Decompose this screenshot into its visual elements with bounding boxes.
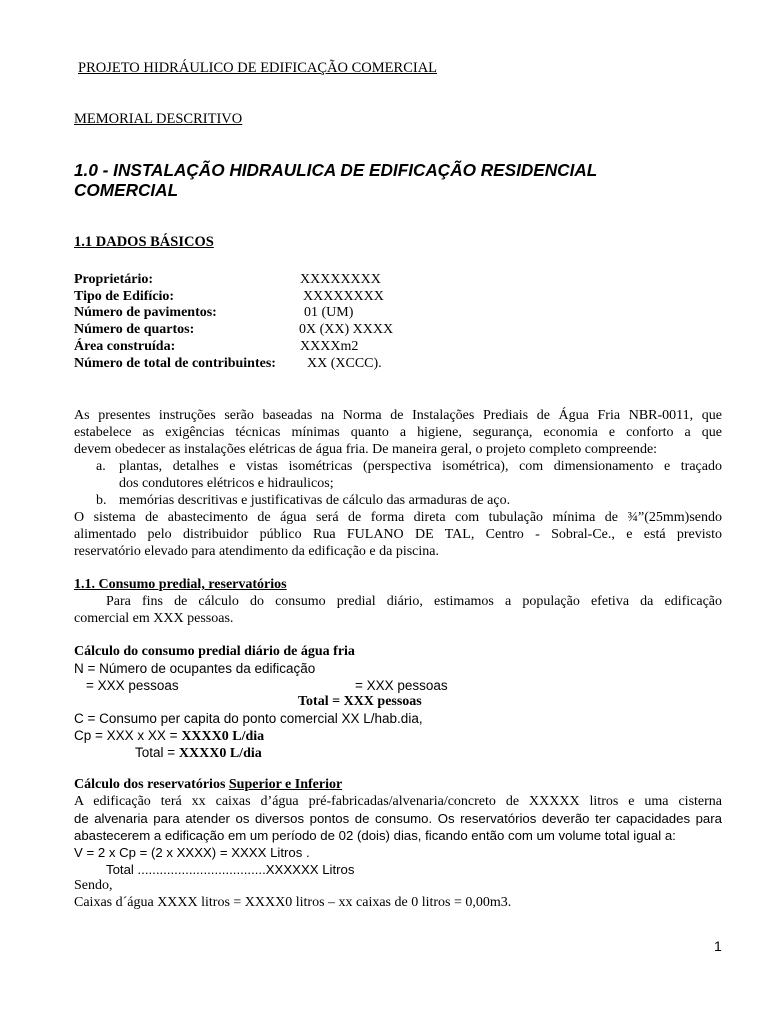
basic-data-value: XXXXXXXX: [300, 272, 381, 287]
volume-total: Total ...................................XXXXXX Litros: [106, 862, 355, 877]
intro-line: devem obedecer as instalações elétricas de água fria. De maneira geral, o projeto completo compreende:: [74, 442, 658, 457]
list-marker-a: a.: [96, 459, 106, 474]
intro-line: estabelece as exigências técnicas mínimas quanto a higiene, segurança, economia e conforto a que: [74, 425, 722, 440]
list-marker-b: b.: [96, 493, 107, 508]
list-item-a: plantas, detalhes e vistas isométricas (perspectiva isométrica), com dimensionamento e traçado: [119, 459, 722, 474]
basic-data-value: 01 (UM): [304, 305, 354, 320]
basic-data-label: Número de total de contribuintes:: [74, 356, 276, 371]
consumo-line: Para fins de cálculo do consumo predial diário, estimamos a população efetiva da edificação: [106, 594, 722, 609]
cp-formula: [74, 727, 264, 745]
section-heading-line1: 1.0 - INSTALAÇÃO HIDRAULICA DE EDIFICAÇÃO RESIDENCIAL: [74, 160, 598, 180]
caixas-line: Caixas d´água XXXX litros = XXXX0 litros – xx caixas de 0 litros = 0,00m3.: [74, 895, 512, 910]
occupants-left: = XXX pessoas: [86, 678, 179, 693]
basic-data-label: Número de quartos:: [74, 322, 195, 337]
cp-formula-prefix: Cp = XXX x XX =: [74, 728, 182, 743]
reservoir-line: de alvenaria para atender os diversos pontos de consumo. Os reservatórios deverão ter capacidades para: [74, 811, 722, 826]
calc-reservoir-heading-underlined: Superior e Inferior: [228, 777, 343, 792]
occupants-right: = XXX pessoas: [355, 678, 448, 693]
list-item-a-cont: dos condutores elétricos e hidraulicos;: [119, 476, 334, 491]
cp-total-prefix: Total =: [135, 745, 179, 760]
calc-reservoir-heading-prefix: Cálculo dos reservatórios: [74, 777, 229, 792]
document-title: PROJETO HIDRÁULICO DE EDIFICAÇÃO COMERCIAL: [78, 60, 438, 76]
occupants-total: Total = XXX pessoas: [298, 694, 422, 709]
calc-reservoir-heading: [74, 776, 342, 793]
supply-line: reservatório elevado para atendimento da edificação e da piscina.: [74, 544, 439, 559]
cp-total-result: XXXX0 L/dia: [178, 746, 262, 761]
consumo-line: comercial em XXX pessoas.: [74, 611, 234, 626]
basic-data-value: XXXXm2: [300, 339, 359, 354]
basic-data-value: XXXXXXXX: [303, 289, 384, 304]
basic-data-label: Tipo de Edifício:: [74, 289, 175, 304]
cp-total: [135, 744, 262, 762]
consumption-definition: C = Consumo per capita do ponto comercial XX L/hab.dia,: [74, 711, 423, 726]
section-heading-line2: COMERCIAL: [74, 180, 179, 200]
list-item-b: memórias descritivas e justificativas de cálculo das armaduras de aço.: [119, 493, 511, 508]
basic-data-value: 0X (XX) XXXX: [299, 322, 394, 337]
consumo-heading: 1.1. Consumo predial, reservatórios: [74, 577, 287, 592]
intro-line: As presentes instruções serão baseadas na Norma de Instalações Prediais de Água Fria NBR-0011, que: [74, 408, 722, 423]
document-subtitle: MEMORIAL DESCRITIVO: [74, 111, 243, 127]
sendo-label: Sendo,: [74, 878, 113, 893]
basic-data-label: Área construída:: [74, 339, 176, 354]
supply-line: O sistema de abastecimento de água será de forma direta com tubulação mínima de ¾”(25mm)sendo: [74, 510, 722, 525]
cp-result: XXXX0 L/dia: [181, 729, 265, 744]
volume-formula: V = 2 x Cp = (2 x XXXX) = XXXX Litros .: [74, 845, 310, 860]
basic-data-label: Proprietário:: [74, 272, 154, 287]
basic-data-value: XX (XCCC).: [307, 356, 382, 371]
calc-consumo-heading: Cálculo do consumo predial diário de água fria: [74, 644, 355, 659]
basic-data-heading: 1.1 DADOS BÁSICOS: [74, 234, 214, 250]
supply-line: alimentado pelo distribuidor público Rua FULANO DE TAL, Centro - Sobral-Ce., e está previsto: [74, 527, 722, 542]
reservoir-line: abastecerem a edificação em um período de 02 (dois) dias, ficando então com um volume total igual a:: [74, 828, 676, 843]
occupants-definition: N = Número de ocupantes da edificação: [74, 661, 316, 676]
basic-data-label: Número de pavimentos:: [74, 305, 217, 320]
reservoir-line: A edificação terá xx caixas d’água pré-fabricadas/alvenaria/concreto de XXXXX litros e uma cisterna: [74, 794, 722, 809]
page-number: 1: [714, 938, 722, 954]
